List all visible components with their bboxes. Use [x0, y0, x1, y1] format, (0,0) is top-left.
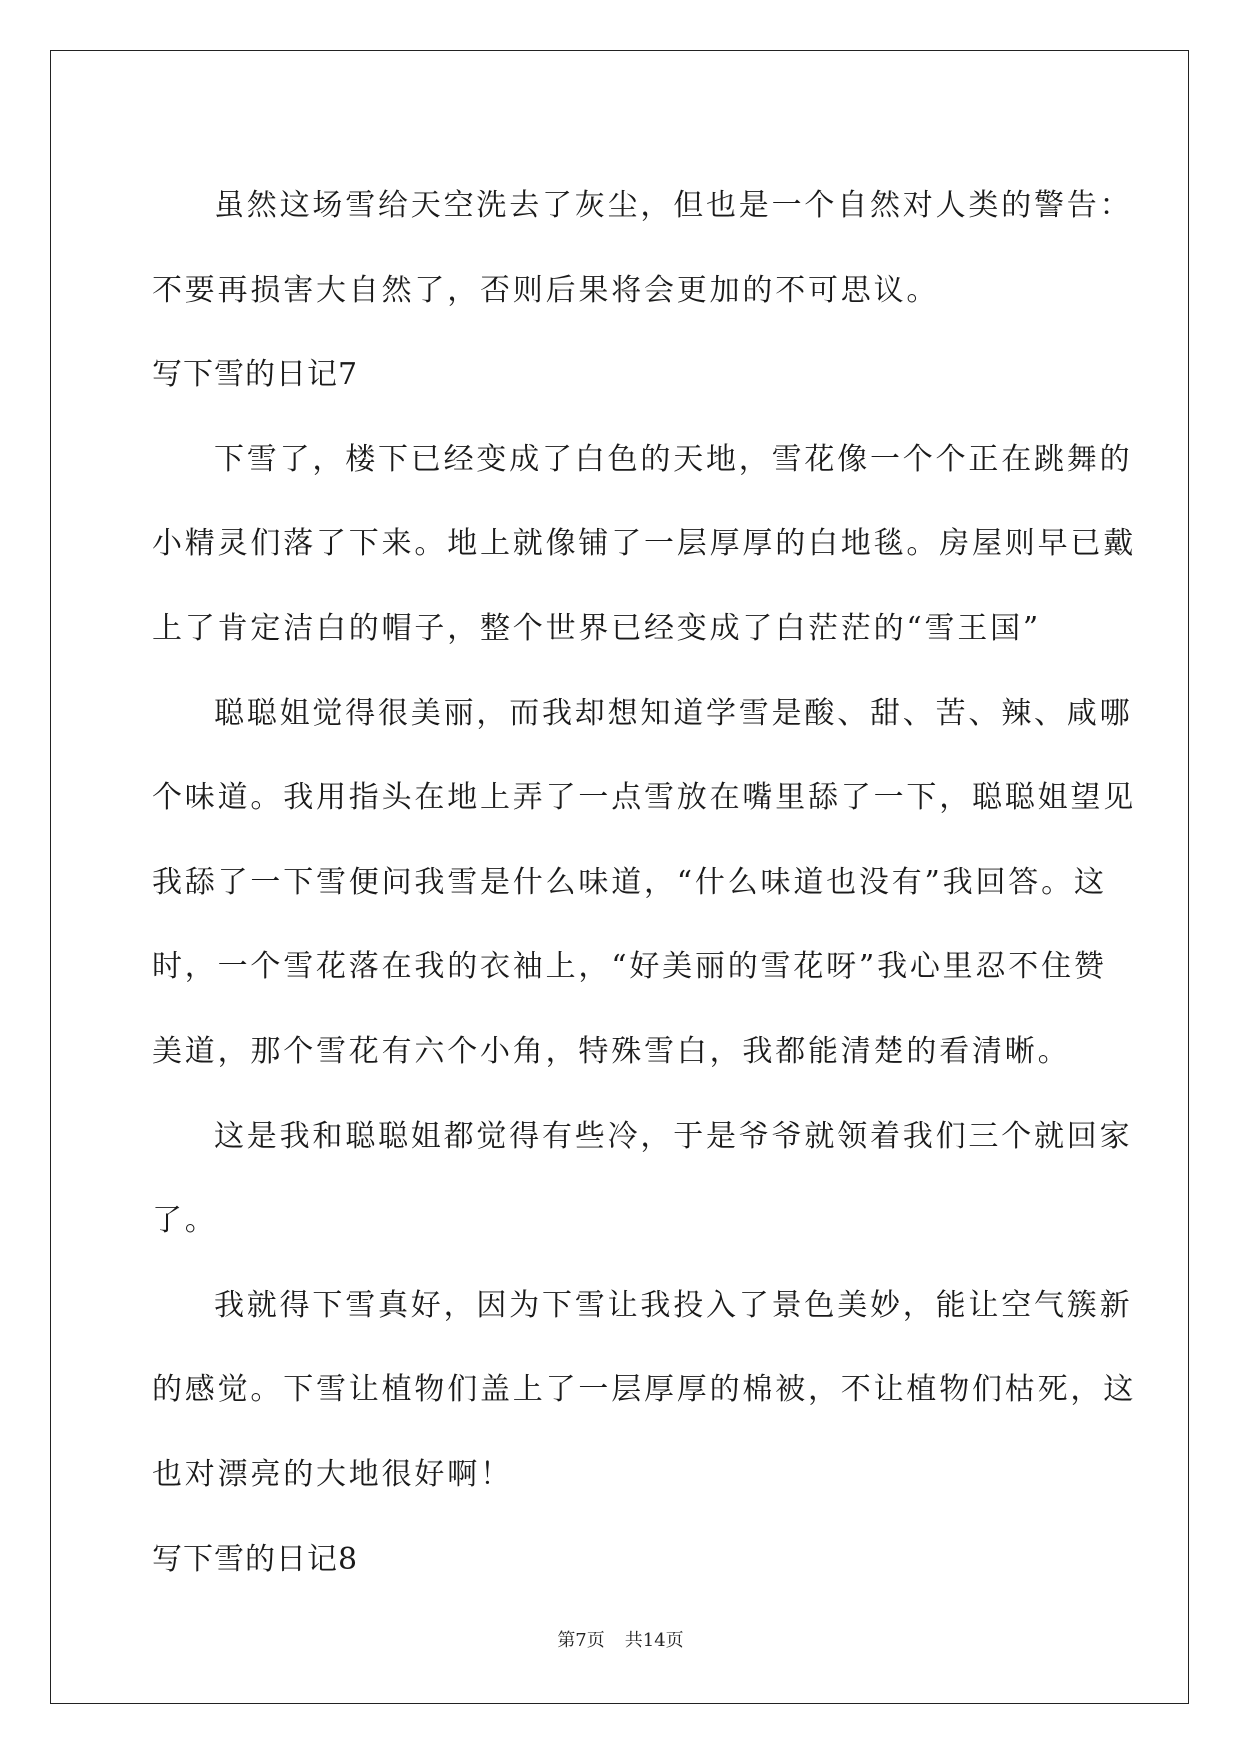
text-line: 虽然这场雪给天空洗去了灰尘，但也是一个自然对人类的警告： [214, 188, 1133, 223]
text-line: 这是我和聪聪姐都觉得有些冷，于是爷爷就领着我们三个就回家 [214, 1118, 1133, 1154]
text-line: 美道，那个雪花有六个小角，特殊雪白，我都能清楚的看清晰。 [152, 1033, 1071, 1069]
heading-text: 写下雪的日记8 [152, 1541, 359, 1577]
text-line: 我就得下雪真好，因为下雪让我投入了景色美妙，能让空气簇新 [214, 1287, 1133, 1323]
paragraph [152, 164, 1133, 333]
text-line: 的感觉。下雪让植物们盖上了一层厚厚的棉被，不让植物们枯死，这 [152, 1372, 1136, 1408]
section-heading [152, 1518, 1092, 1603]
text-line: 也对漂亮的大地很好啊！ [152, 1456, 513, 1492]
text-line: 我舔了一下雪便问我雪是什么味道，“什么味道也没有”我回答。这 [152, 864, 1107, 900]
page-footer [0, 1626, 1241, 1652]
text-line: 个味道。我用指头在地上弄了一点雪放在嘴里舔了一下，聪聪姐望见 [152, 780, 1136, 816]
text-line: 了。 [152, 1203, 218, 1239]
text-line: 不要再损害大自然了，否则后果将会更加的不可思议。 [152, 272, 940, 308]
paragraph [152, 1095, 1133, 1264]
paragraph [152, 418, 1136, 672]
text-line: 时，一个雪花落在我的衣袖上，“好美丽的雪花呀”我心里忍不住赞 [152, 949, 1107, 985]
section-heading [152, 333, 1092, 418]
paragraph [152, 672, 1136, 1095]
text-line: 小精灵们落了下来。地上就像铺了一层厚厚的白地毯。房屋则早已戴 [152, 526, 1136, 562]
page-number-total: 共14页 [624, 1630, 684, 1651]
text-line: 聪聪姐觉得很美丽，而我却想知道学雪是酸、甜、苦、辣、咸哪 [214, 695, 1133, 731]
document-body [152, 164, 1136, 1602]
text-line: 上了肯定洁白的帽子，整个世界已经变成了白茫茫的“雪王国” [152, 610, 1042, 646]
heading-text: 写下雪的日记7 [152, 357, 359, 393]
paragraph [152, 1264, 1136, 1518]
text-line: 下雪了，楼下已经变成了白色的天地，雪花像一个个正在跳舞的 [214, 441, 1133, 477]
page-number-current: 第7页 [557, 1630, 605, 1651]
